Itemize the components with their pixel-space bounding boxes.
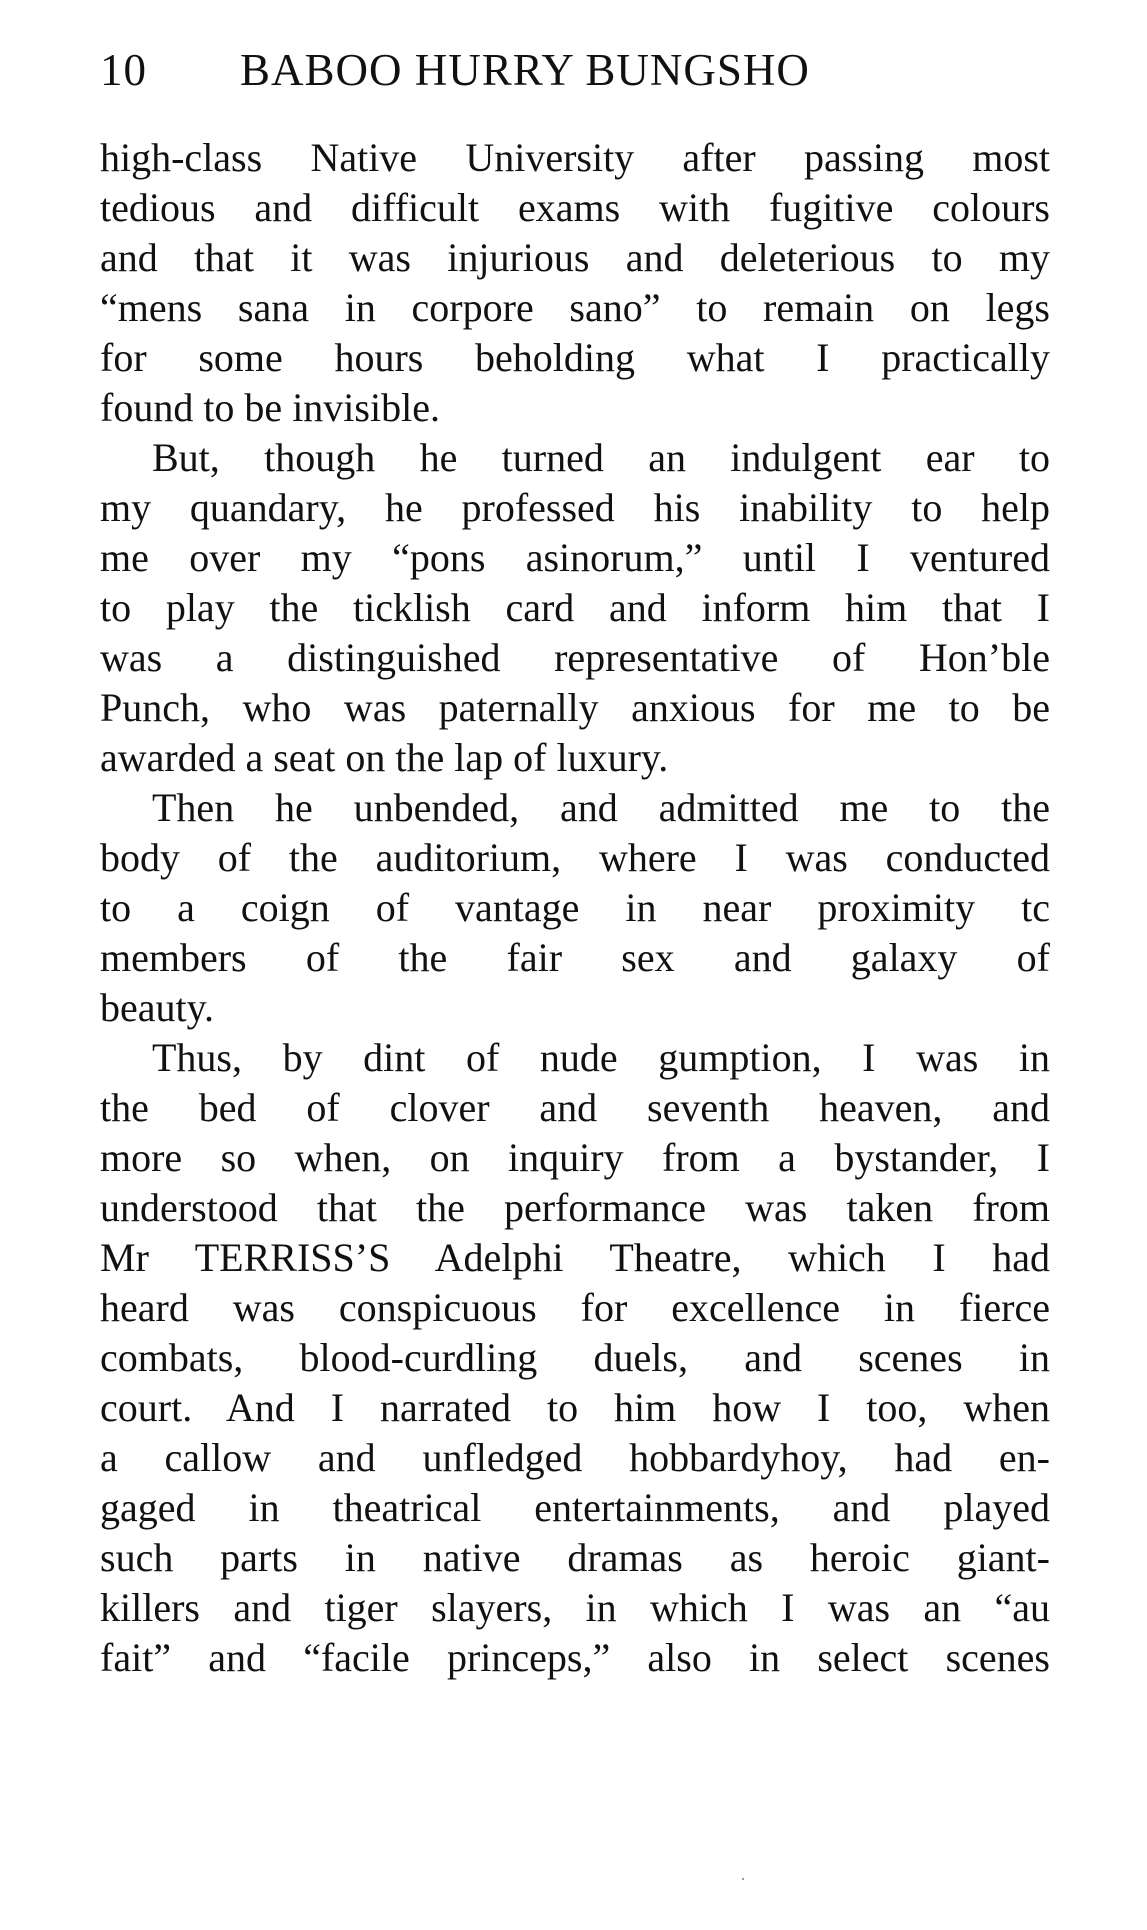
text-line: gaged in theatrical entertainments, and played	[100, 1485, 1050, 1530]
text-line: beauty.	[100, 985, 215, 1030]
text-line: my quandary, he professed his inability to help	[100, 485, 1050, 530]
text-line: combats, blood-curdling duels, and scenes in	[100, 1335, 1050, 1380]
text-line: tedious and difficult exams with fugitive colours	[100, 185, 1050, 230]
text-line: fait” and “facile princeps,” also in select scenes	[100, 1635, 1050, 1680]
body-text	[100, 133, 1050, 1683]
running-head: BABOO HURRY BUNGSHO	[240, 45, 810, 95]
text-line: for some hours beholding what I practically	[100, 335, 1050, 380]
text-line: more so when, on inquiry from a bystander, I	[100, 1135, 1050, 1180]
text-line: “mens sana in corpore sano” to remain on legs	[100, 285, 1050, 330]
text-line: Then he unbended, and admitted me to the	[152, 785, 1050, 830]
text-line: high-class Native University after passing most	[100, 135, 1050, 180]
text-line: to play the ticklish card and inform him that I	[100, 585, 1050, 630]
text-line: found to be invisible.	[100, 385, 440, 430]
text-line: awarded a seat on the lap of luxury.	[100, 735, 669, 780]
text-line: the bed of clover and seventh heaven, and	[100, 1085, 1050, 1130]
text-line: understood that the performance was taken from	[100, 1185, 1050, 1230]
text-line: Punch, who was paternally anxious for me to be	[100, 685, 1050, 730]
text-line: was a distinguished representative of Hon’ble	[100, 635, 1050, 680]
text-line: and that it was injurious and deleterious to my	[100, 235, 1050, 280]
text-line: court. And I narrated to him how I too, when	[100, 1385, 1050, 1430]
text-line: a callow and unfledged hobbardyhoy, had en-	[100, 1435, 1050, 1480]
page-header	[100, 40, 1050, 100]
text-line: Thus, by dint of nude gumption, I was in	[152, 1035, 1050, 1080]
page-number: 10	[100, 45, 147, 95]
text-line: to a coign of vantage in near proximity tc	[100, 885, 1050, 930]
text-line: Mr TERRISS’S Adelphi Theatre, which I had	[100, 1235, 1050, 1280]
text-line: body of the auditorium, where I was conducted	[100, 835, 1050, 880]
text-line: members of the fair sex and galaxy of	[100, 935, 1050, 980]
paper-speck	[742, 1878, 744, 1880]
text-line: But, though he turned an indulgent ear to	[152, 435, 1050, 480]
text-line: killers and tiger slayers, in which I was an “au	[100, 1585, 1050, 1630]
text-line: heard was conspicuous for excellence in fierce	[100, 1285, 1050, 1330]
text-line: such parts in native dramas as heroic giant-	[100, 1535, 1050, 1580]
text-line: me over my “pons asinorum,” until I ventured	[100, 535, 1050, 580]
